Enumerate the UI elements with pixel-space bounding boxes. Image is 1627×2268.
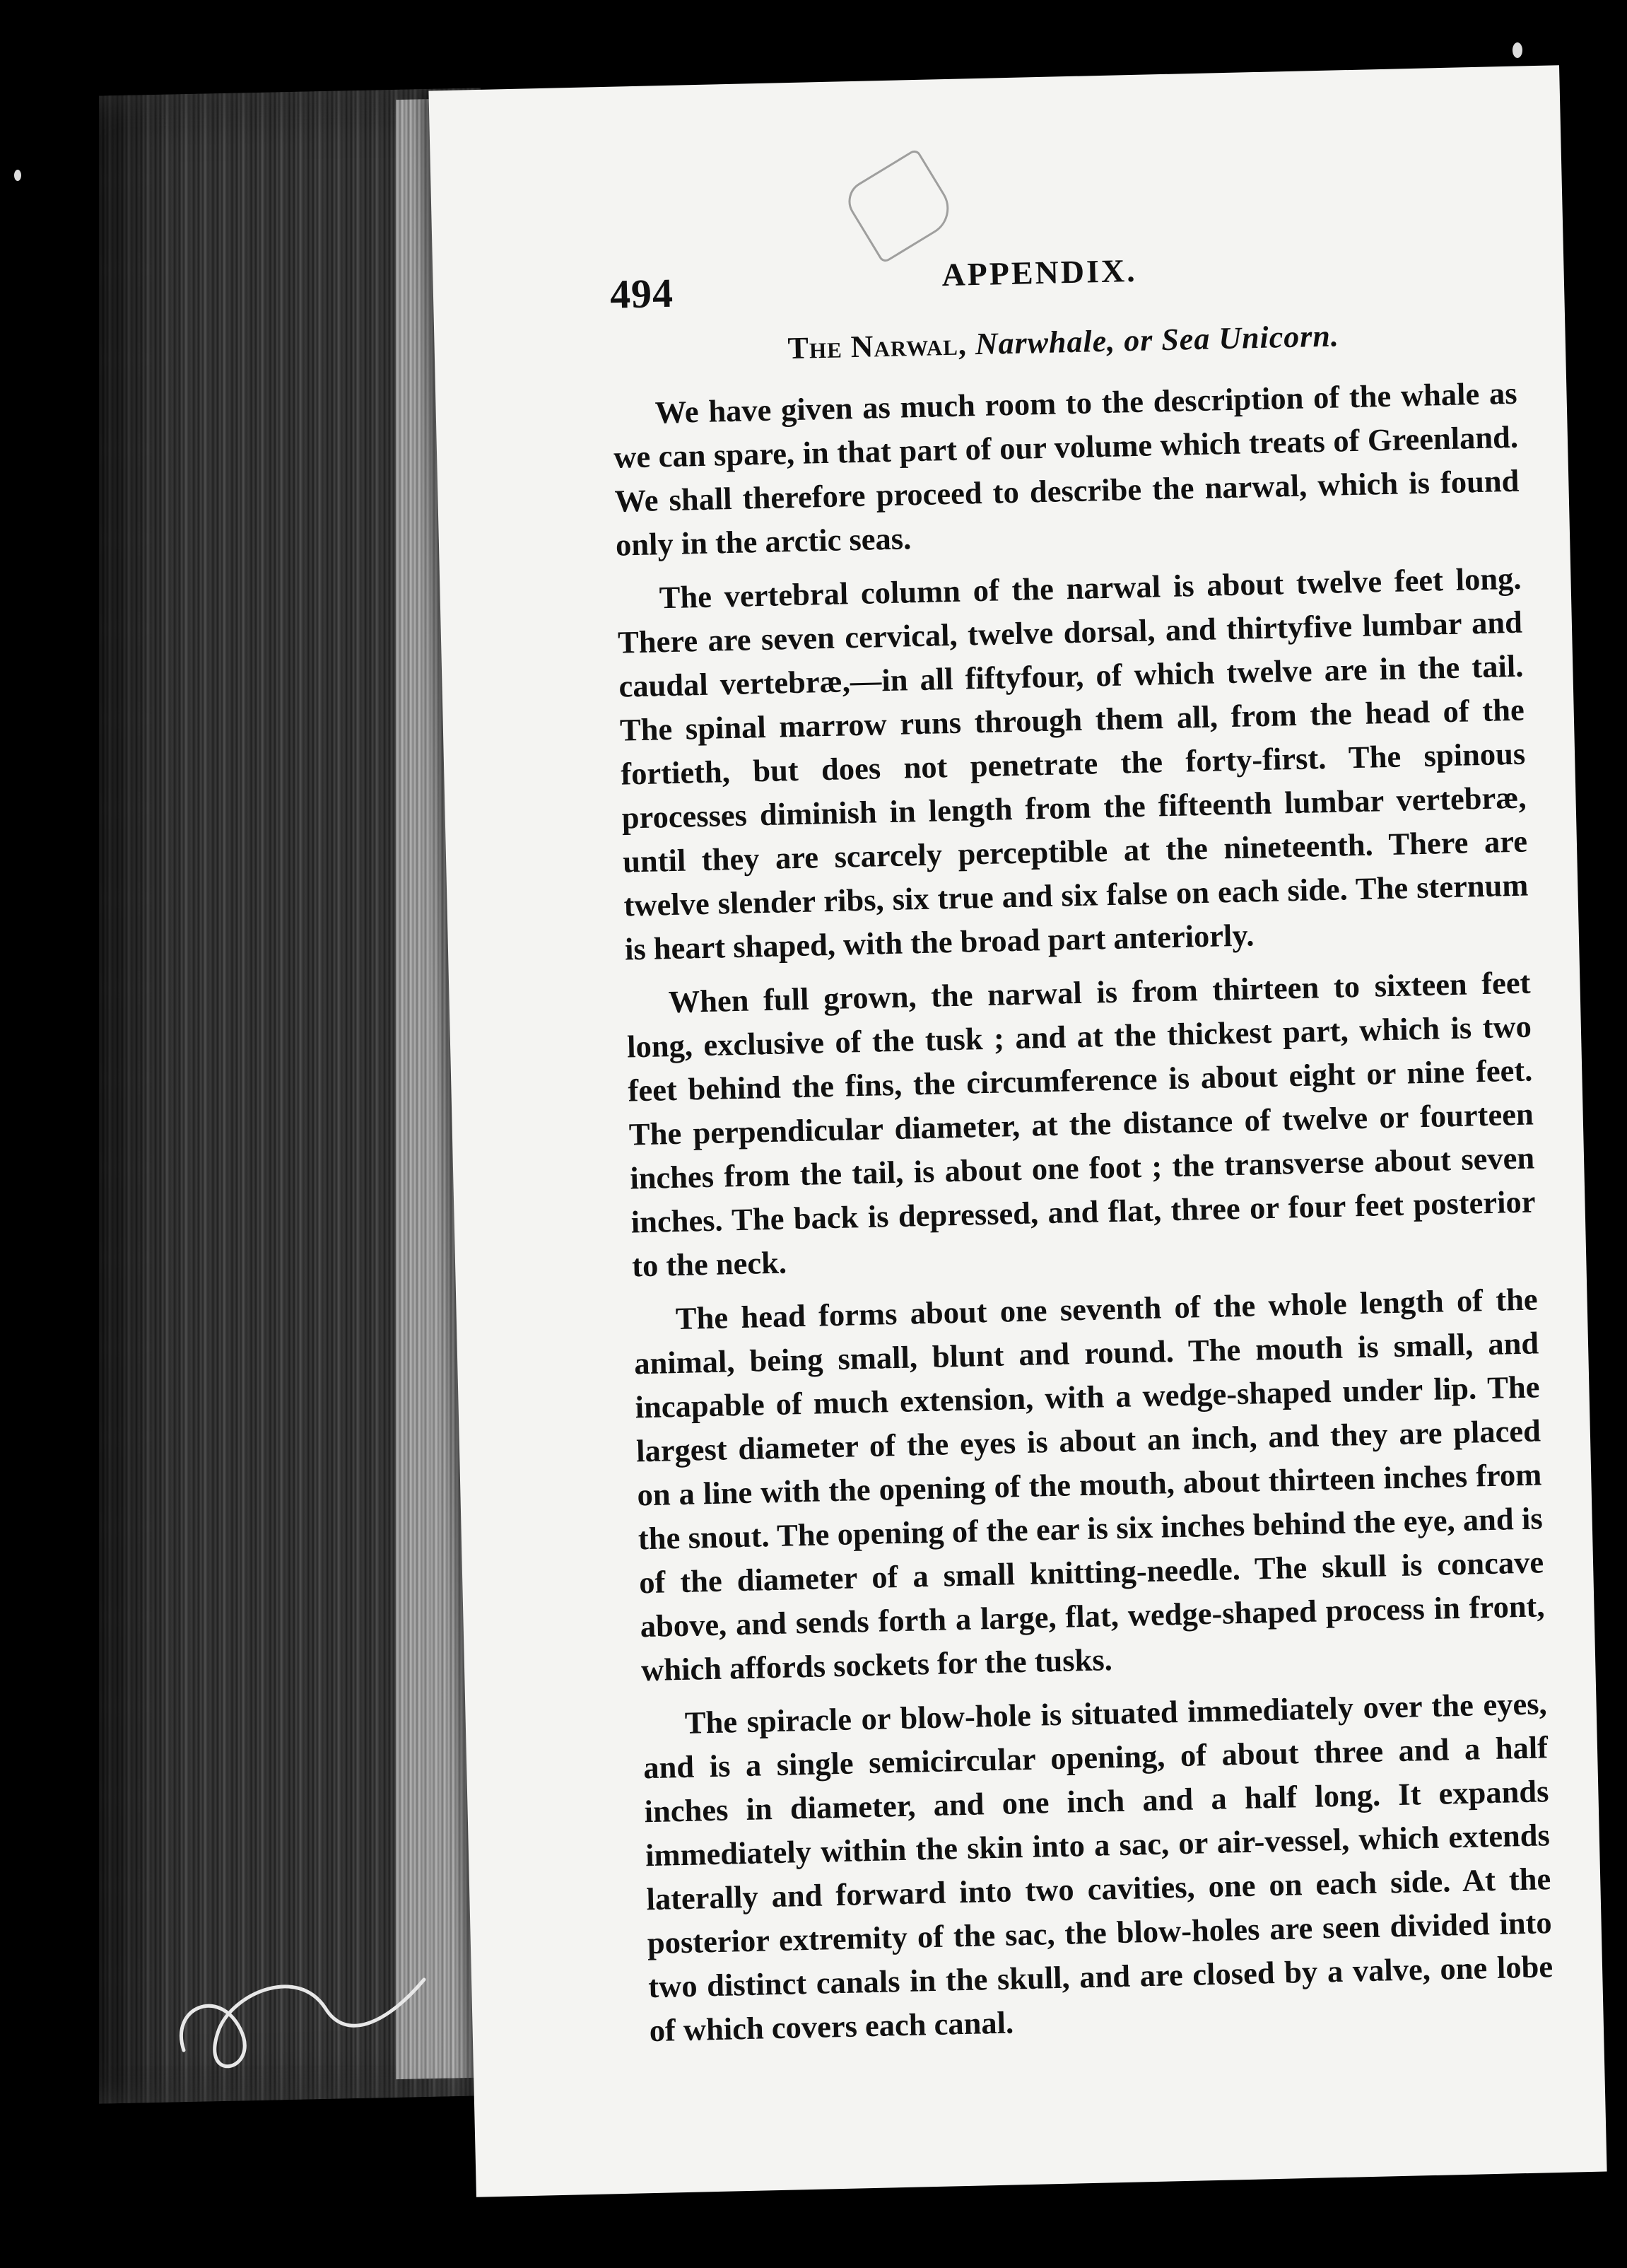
paragraph-1: We have given as much room to the description of the whale as we can spare, in that part of our volume which treats of Greenland. We shall therefore proceed to describe the narwal, which is found only in the arctic seas. [613,375,1520,563]
paragraph-5: The spiracle or blow-hole is situated immediately over the eyes, and is a single semicircular opening, of about three and a half inches in diameter, and one inch and a half long. It expands immediately within the skin into a sac, or air-vessel, which extends laterally and forward into two cavities, one on each side. At the posterior extremity of the sac, the blow-holes are seen divided into two distinct canals in the skull, and are closed by a valve, one lobe of which covers each canal. [642,1685,1553,2049]
paragraph-2: The vertebral column of the narwal is about twelve feet long. There are seven cervical, twelve dorsal, and thirtyfive lumbar and caudal vertebræ,—in all fiftyfour, of which twelve are in the tail. The spinal marrow runs through them all, from the head of the fortieth, but does not penetrate the forty-first. The spinous processes diminish in length from the fifteenth lumbar vertebræ, until they are scarcely perceptible at the nineteenth. There are twelve slender ribs, six true and six false on each side. The sternum is heart shaped, with the broad part anteriorly. [617,560,1529,967]
page-corner-fold [840,148,959,264]
article-title-main: The Narwal, [787,327,968,366]
scan-speck [14,170,21,181]
scan-speck [1513,42,1522,58]
scan-scribble-mark [155,1923,452,2093]
page-header [609,243,1515,327]
article-title-italic: Narwhale, or Sea Unicorn. [975,318,1340,362]
page-number: 494 [609,269,674,317]
running-head: APPENDIX. [941,252,1138,293]
paragraph-4: The head forms about one seventh of the whole length of the animal, being small, blunt and round. The mouth is small, and incapable of much extension, with a wedge-shaped under lip. The largest diameter of the eyes is about an inch, and they are placed on a line with the opening of the mouth, about thirteen inches from the snout. The opening of the ear is six inches behind the eye, and is of the diameter of a small knitting-needle. The skull is concave above, and sends forth a large, flat, wedge-shaped process in front, which affords sockets for the tusks. [633,1281,1545,1688]
paragraph-3: When full grown, the narwal is from thirteen to sixteen feet long, exclusive of the tusk ; and at the thickest part, which is two feet behind the fins, the circumference is about eight or nine feet. The perpendicular diameter, at the distance of twelve or fourteen inches from the tail, is about one foot ; the transverse about seven inches. The back is depressed, and flat, three or four feet posterior to the neck. [626,964,1537,1284]
printed-page [428,65,1607,2197]
page-content [609,243,1554,2062]
